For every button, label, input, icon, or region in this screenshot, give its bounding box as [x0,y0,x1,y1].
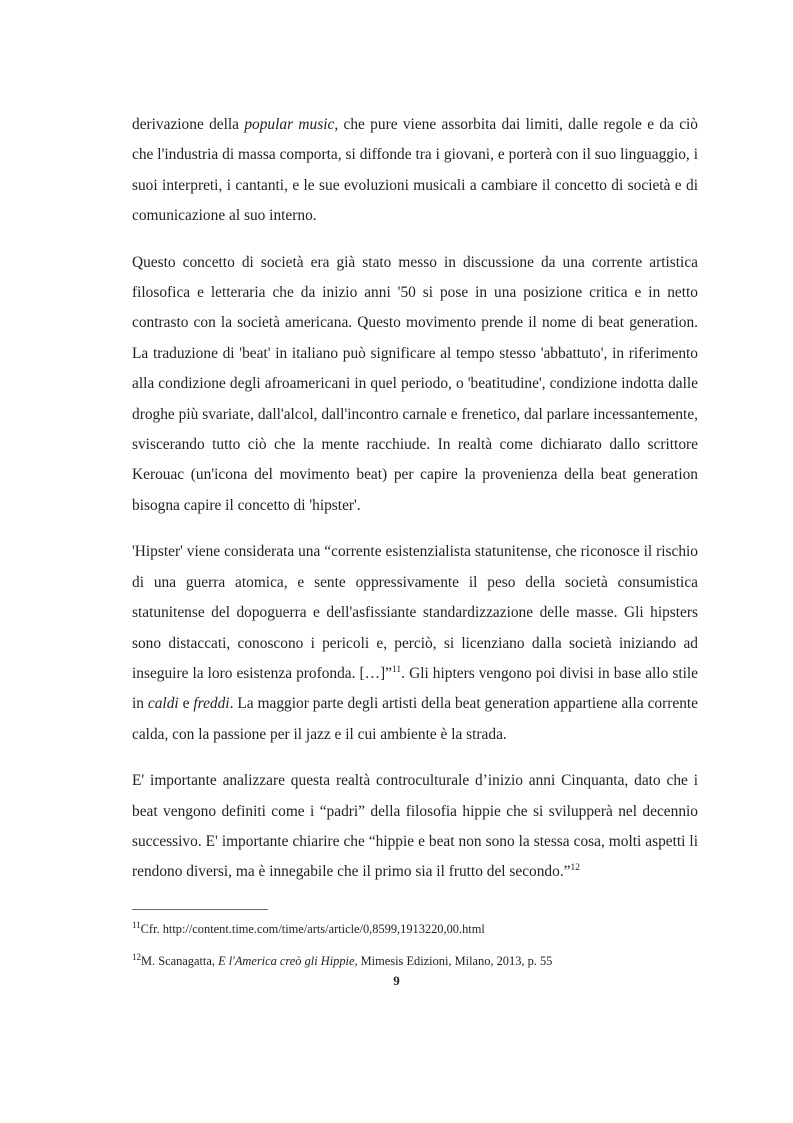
footnote-separator [132,909,268,910]
footnote-ref-11[interactable]: 11 [392,664,402,675]
paragraph-3: 'Hipster' viene considerata una “corrente esistenzialista statunitense, che riconosce il rischio di una guerra atomica, e sente oppressivamente il peso della società consumistica statunitense del dopoguerra e dell'asfissiante standardizzazione delle masse. Gli hipsters sono distaccati, conoscono i pericoli e, perciò, si licenziano dalla società iniziando ad inseguire la loro esistenza profonda. […]”$^{11}$. Gli hipters vengono poi divisi in base allo stile in caldi e freddi. La maggior parte degli artisti della beat generation appartiene alla corrente calda, con la passione per il jazz e il cui ambiente è la strada. [132,543,698,743]
page-body [132,110,698,904]
footnote-11 [132,921,485,937]
footnote-12-book-title: E l'America creò gli Hippie [218,954,355,968]
emphasis-freddi: freddi [193,695,230,713]
footnote-number-12: 12 [132,951,141,962]
footnote-ref-12[interactable]: 12 [570,863,581,874]
paragraph-4: E' importante analizzare questa realtà controculturale d’inizio anni Cinquanta, dato che i beat vengono definiti come i “padri” della filosofia hippie che si svilupperà nel decennio successivo. E' importante chiarire che “hippie e beat non sono la stessa cosa, molti aspetti li rendono diversi, ma è innegabile che il primo sia il frutto del secondo.”$^{12}$ [132,772,698,881]
footnote-11-link[interactable]: Cfr. http://content.time.com/time/arts/article/0,8599,1913220,00.html [140,922,485,936]
page-number: 9 [393,973,400,988]
footnote-12: $^{12}$M. Scanagatta, E l'America creò gli Hippie, Mimesis Edizioni, Milano, 2013, p. 55 [132,951,553,968]
paragraph-2: Questo concetto di società era già stato messo in discussione da una corrente artistica filosofica e letteraria che da inizio anni '50 si pose in una posizione critica e in netto contrasto con la società americana. Questo movimento prende il nome di beat generation. La traduzione di 'beat' in italiano può significare al tempo stesso 'abbattuto', in riferimento alla condizione degli afroamericani in quel periodo, o 'beatitudine', condizione indotta dalle droghe più svariate, dall'alcol, dall'incontro carnale e frenetico, dal parlare incessantemente, sviscerando tutto ciò che la mente racchiude. In realtà come dichiarato dallo scrittore Kerouac (un'icona del movimento beat) per capire la provenienza della beat generation bisogna capire il concetto di 'hipster'. [132,253,698,514]
paragraph-1: derivazione della popular music, che pure viene assorbita dai limiti, dalle regole e da ciò che l'industria di massa comporta, si diffonde tra i giovani, e porterà con il suo linguaggio, i suoi interpreti, i cantanti, e le sue evoluzioni musicali a cambiare il concetto di società e di comunicazione al suo interno. [132,116,698,225]
emphasis-caldi: caldi [147,695,179,713]
footnote-number-11: 11 [132,919,141,930]
emphasis-popular-music: popular music [244,116,335,133]
